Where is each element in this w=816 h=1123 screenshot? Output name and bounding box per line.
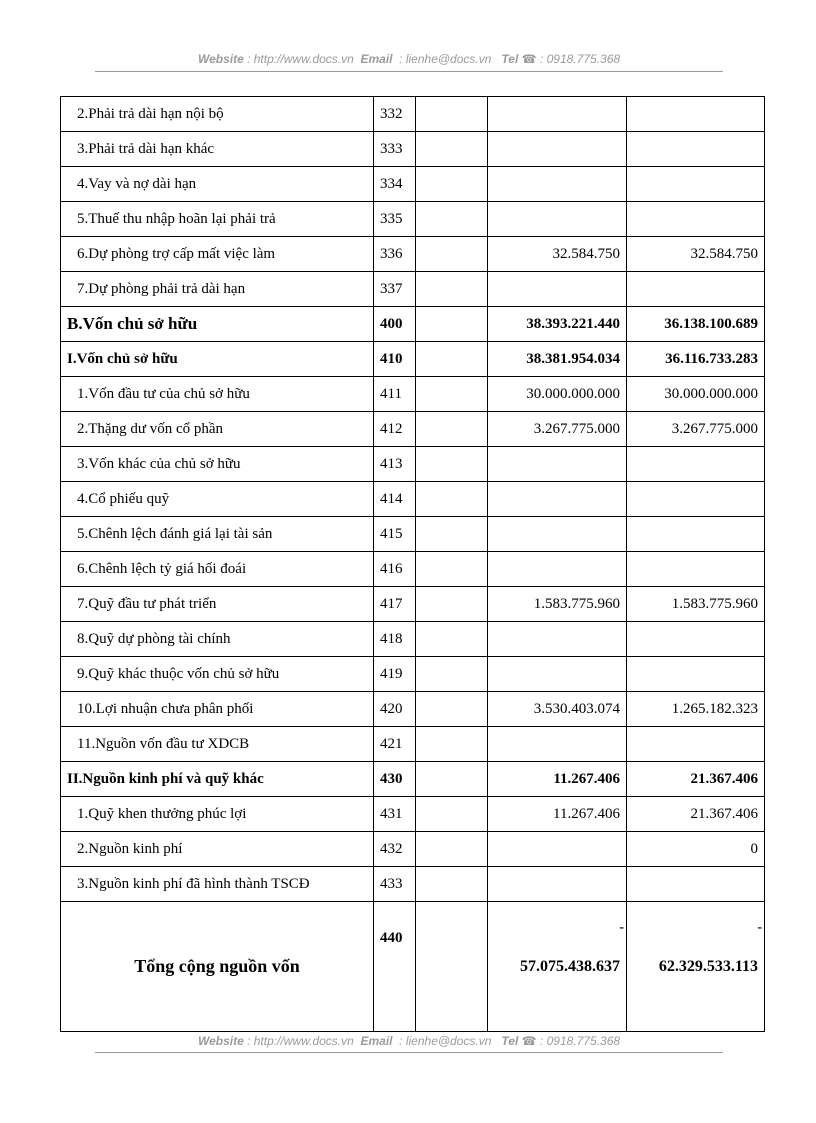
table-row [61, 867, 765, 902]
table-row [61, 167, 765, 202]
row-note [416, 237, 488, 272]
row-code: 433 [374, 867, 416, 902]
total-row [61, 902, 765, 1032]
footer-website-label: Website [197, 1034, 244, 1048]
table-row [61, 797, 765, 832]
row-code: 421 [374, 727, 416, 762]
footer-email-value: : lienhe@docs.vn [399, 1034, 492, 1048]
footer-tel-value: : 0918.775.368 [539, 1034, 621, 1048]
row-name: 10.Lợi nhuận chưa phân phối [61, 692, 374, 727]
row-begin-value [627, 552, 765, 587]
row-name: I.Vốn chủ sở hữu [61, 342, 374, 377]
row-begin-value: 32.584.750 [627, 237, 765, 272]
row-note [416, 692, 488, 727]
total-end-value: 57.075.438.637 [520, 957, 620, 975]
table-row [61, 202, 765, 237]
table-row [61, 587, 765, 622]
row-begin-value [627, 657, 765, 692]
footer-tel-label: Tel [501, 1034, 519, 1048]
row-end-value [488, 167, 627, 202]
row-name: 2.Thặng dư vốn cổ phần [61, 412, 374, 447]
row-end-value: 1.583.775.960 [488, 587, 627, 622]
row-code: 400 [374, 307, 416, 342]
row-begin-value: 0 [627, 832, 765, 867]
row-begin-value: 3.267.775.000 [627, 412, 765, 447]
header-website-label: Website [197, 52, 244, 66]
row-begin-value [627, 202, 765, 237]
row-note [416, 832, 488, 867]
row-note [416, 727, 488, 762]
header-tel-label: Tel [501, 52, 519, 66]
header-website-value: : http://www.docs.vn [247, 52, 354, 66]
row-end-value: 11.267.406 [488, 797, 627, 832]
row-code: 416 [374, 552, 416, 587]
row-begin-value [627, 517, 765, 552]
row-name: 2.Phải trả dài hạn nội bộ [61, 97, 374, 132]
row-name: 1.Vốn đầu tư của chủ sở hữu [61, 377, 374, 412]
header-divider [95, 71, 723, 72]
row-begin-value: 21.367.406 [627, 797, 765, 832]
row-end-value [488, 447, 627, 482]
row-name: 1.Quỹ khen thưởng phúc lợi [61, 797, 374, 832]
row-name: 5.Chênh lệch đánh giá lại tài sản [61, 517, 374, 552]
table-row [61, 97, 765, 132]
table-body [61, 97, 765, 902]
row-code: 417 [374, 587, 416, 622]
row-code: 336 [374, 237, 416, 272]
row-end-value [488, 517, 627, 552]
table-row [61, 727, 765, 762]
row-note [416, 482, 488, 517]
table-row [61, 517, 765, 552]
total-end-dash: - [619, 920, 624, 935]
total-begin-dash: - [757, 920, 762, 935]
row-begin-value: 1.583.775.960 [627, 587, 765, 622]
table-row [61, 657, 765, 692]
footer-website-value: : http://www.docs.vn [247, 1034, 354, 1048]
row-code: 410 [374, 342, 416, 377]
row-code: 431 [374, 797, 416, 832]
table-row [61, 832, 765, 867]
row-code: 432 [374, 832, 416, 867]
row-end-value [488, 132, 627, 167]
row-note [416, 132, 488, 167]
row-end-value: 3.530.403.074 [488, 692, 627, 727]
header-email-label: Email [360, 52, 393, 66]
row-name: 4.Cổ phiếu quỹ [61, 482, 374, 517]
header-email-value: : lienhe@docs.vn [399, 52, 492, 66]
row-begin-value [627, 622, 765, 657]
table-row [61, 692, 765, 727]
row-end-value [488, 867, 627, 902]
row-note [416, 517, 488, 552]
table-row [61, 482, 765, 517]
table-row [61, 622, 765, 657]
row-end-value: 38.381.954.034 [488, 342, 627, 377]
row-begin-value: 36.116.733.283 [627, 342, 765, 377]
row-note [416, 587, 488, 622]
row-code: 333 [374, 132, 416, 167]
row-name: 11.Nguồn vốn đầu tư XDCB [61, 727, 374, 762]
row-note [416, 412, 488, 447]
table-row [61, 132, 765, 167]
row-code: 415 [374, 517, 416, 552]
row-note [416, 762, 488, 797]
table-row [61, 307, 765, 342]
row-note [416, 307, 488, 342]
row-name: 7.Quỹ đầu tư phát triển [61, 587, 374, 622]
row-note [416, 797, 488, 832]
row-code: 411 [374, 377, 416, 412]
row-note [416, 657, 488, 692]
row-code: 413 [374, 447, 416, 482]
row-name: 2.Nguồn kinh phí [61, 832, 374, 867]
row-note [416, 867, 488, 902]
row-end-value [488, 482, 627, 517]
row-code: 334 [374, 167, 416, 202]
table-row [61, 762, 765, 797]
row-begin-value: 1.265.182.323 [627, 692, 765, 727]
row-name: 6.Dự phòng trợ cấp mất việc làm [61, 237, 374, 272]
phone-icon: ☎ [521, 1034, 537, 1048]
table-row [61, 412, 765, 447]
total-note [416, 902, 488, 1032]
row-end-value: 32.584.750 [488, 237, 627, 272]
total-end-cell [488, 902, 627, 1032]
row-end-value: 30.000.000.000 [488, 377, 627, 412]
row-name: 7.Dự phòng phải trả dài hạn [61, 272, 374, 307]
row-code: 430 [374, 762, 416, 797]
row-begin-value [627, 167, 765, 202]
row-note [416, 342, 488, 377]
row-begin-value: 21.367.406 [627, 762, 765, 797]
row-note [416, 272, 488, 307]
row-note [416, 97, 488, 132]
row-begin-value [627, 272, 765, 307]
row-name: 3.Vốn khác của chủ sở hữu [61, 447, 374, 482]
balance-sheet-table [60, 96, 765, 1032]
phone-icon: ☎ [521, 52, 537, 66]
row-code: 419 [374, 657, 416, 692]
row-begin-value [627, 482, 765, 517]
row-begin-value [627, 97, 765, 132]
row-end-value [488, 552, 627, 587]
table-row [61, 377, 765, 412]
header-tel-value: : 0918.775.368 [539, 52, 621, 66]
row-name: 4.Vay và nợ dài hạn [61, 167, 374, 202]
table-row [61, 447, 765, 482]
total-begin-value: 62.329.533.113 [658, 957, 758, 975]
table-row [61, 237, 765, 272]
row-end-value: 38.393.221.440 [488, 307, 627, 342]
page-header [95, 52, 723, 66]
row-begin-value [627, 727, 765, 762]
page-footer [95, 1034, 723, 1048]
row-note [416, 622, 488, 657]
row-name: B.Vốn chủ sở hữu [61, 307, 374, 342]
row-code: 414 [374, 482, 416, 517]
total-begin-cell [627, 902, 765, 1032]
row-code: 335 [374, 202, 416, 237]
row-code: 420 [374, 692, 416, 727]
row-end-value [488, 202, 627, 237]
row-begin-value: 30.000.000.000 [627, 377, 765, 412]
row-note [416, 202, 488, 237]
row-end-value [488, 97, 627, 132]
row-note [416, 552, 488, 587]
table-row [61, 272, 765, 307]
row-end-value: 3.267.775.000 [488, 412, 627, 447]
row-note [416, 377, 488, 412]
footer-email-label: Email [360, 1034, 393, 1048]
row-note [416, 447, 488, 482]
row-end-value [488, 832, 627, 867]
table-row [61, 342, 765, 377]
row-name: 6.Chênh lệch tỷ giá hối đoái [61, 552, 374, 587]
table-row [61, 552, 765, 587]
row-begin-value: 36.138.100.689 [627, 307, 765, 342]
row-code: 337 [374, 272, 416, 307]
row-name: II.Nguồn kinh phí và quỹ khác [61, 762, 374, 797]
total-code: 440 [374, 902, 416, 1032]
row-begin-value [627, 867, 765, 902]
row-end-value [488, 272, 627, 307]
row-end-value [488, 622, 627, 657]
row-end-value: 11.267.406 [488, 762, 627, 797]
row-name: 3.Nguồn kinh phí đã hình thành TSCĐ [61, 867, 374, 902]
row-note [416, 167, 488, 202]
row-code: 332 [374, 97, 416, 132]
row-name: 3.Phải trả dài hạn khác [61, 132, 374, 167]
row-end-value [488, 727, 627, 762]
footer-divider [95, 1052, 723, 1053]
row-name: 8.Quỹ dự phòng tài chính [61, 622, 374, 657]
row-code: 418 [374, 622, 416, 657]
row-name: 9.Quỹ khác thuộc vốn chủ sở hữu [61, 657, 374, 692]
row-end-value [488, 657, 627, 692]
row-begin-value [627, 447, 765, 482]
row-name: 5.Thuế thu nhập hoãn lại phải trả [61, 202, 374, 237]
row-begin-value [627, 132, 765, 167]
total-label: Tổng cộng nguồn vốn [61, 902, 374, 1032]
row-code: 412 [374, 412, 416, 447]
